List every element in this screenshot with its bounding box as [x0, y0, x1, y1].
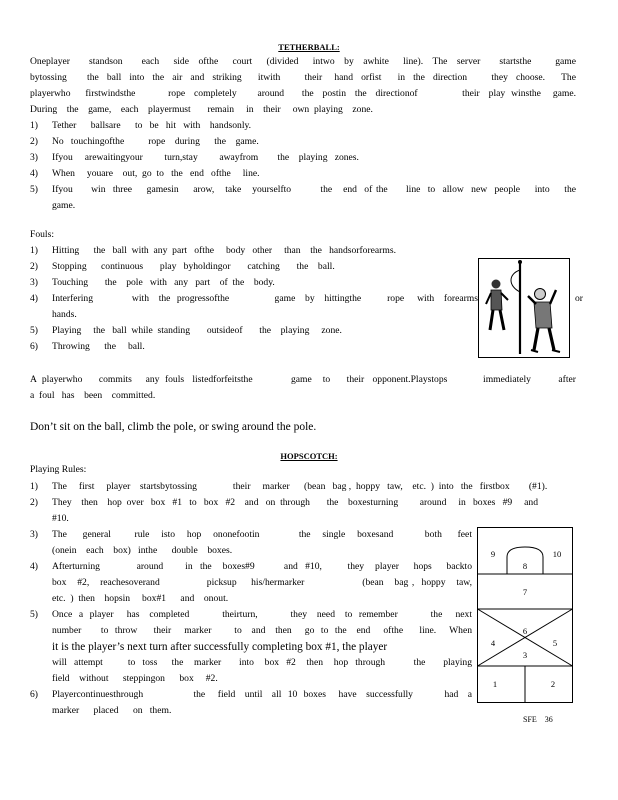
list-item — [30, 687, 472, 719]
tetherball-intro — [30, 54, 576, 118]
list-number: 2) — [30, 136, 38, 147]
list-number: 6) — [30, 689, 38, 700]
list-item-line: game. — [52, 200, 76, 211]
list-item — [30, 527, 472, 559]
list-number: 5) — [30, 609, 38, 620]
list-item — [30, 479, 576, 495]
list-item — [30, 275, 478, 291]
fouls-label: Fouls: — [30, 229, 54, 240]
list-item — [30, 323, 478, 339]
grid-box-1: 1 — [492, 679, 498, 689]
list-item-line: The general rule isto hop ononefootin the single boxesand both feet — [52, 529, 472, 540]
list-item-line: #10. — [52, 513, 69, 524]
list-item-line: Playercontinuesthrough the field until all 10 boxes have successfully had a — [52, 689, 472, 700]
playing-rules-label: Playing Rules: — [30, 464, 87, 475]
list-item-line: Once a player has completed theirturn, they need to remember the next — [52, 609, 472, 620]
list-number: 1) — [30, 481, 38, 492]
list-item-line: When youare out, go to the end ofthe line. — [52, 168, 260, 179]
list-item — [30, 118, 576, 134]
grid-box-4: 4 — [490, 638, 496, 648]
hopscotch-title: HOPSCOTCH: — [280, 451, 338, 461]
list-item-line: Stopping continuous play byholdingor catching the ball. — [52, 261, 335, 272]
list-number: 1) — [30, 120, 38, 131]
paragraph-line: bytossing the ball into the air and striking itwith their hand orfist in the direction they choose. The — [30, 72, 576, 83]
list-number: 2) — [30, 497, 38, 508]
list-number: 3) — [30, 152, 38, 163]
list-item-line: Touching the pole with any part of the body. — [52, 277, 275, 288]
list-item-line: field without steppingon box #2. — [52, 673, 218, 684]
list-item — [30, 291, 583, 323]
forfeit-paragraph — [30, 372, 576, 404]
list-item-line: The first player startsbytossing their marker (bean bag , hoppy taw, etc. ) into the firstbox (#1). — [52, 481, 548, 492]
grid-box-9: 9 — [490, 549, 496, 559]
list-item — [30, 150, 576, 166]
list-number: 5) — [30, 184, 38, 195]
list-item-line: etc. ) then hopsin box#1 and onout. — [52, 593, 229, 604]
list-number: 2) — [30, 261, 38, 272]
list-item — [30, 495, 539, 527]
list-number: 4) — [30, 561, 38, 572]
list-item-line: it is the player’s next turn after successfully completing box #1, the player — [52, 641, 388, 653]
list-item-line: marker placed on them. — [52, 705, 172, 716]
paragraph-line: During the game, each playermust remain in their own playing zone. — [30, 104, 373, 115]
list-item — [30, 259, 478, 275]
tetherball-title: TETHERBALL: — [278, 42, 340, 52]
paragraph-line: playerwho firstwindsthe rope completely around the postin the directionof their play winsthe game. — [30, 88, 576, 99]
list-number: 5) — [30, 325, 38, 336]
list-item-line: Throwing the ball. — [52, 341, 145, 352]
list-item-line: box #2, reachesoverand picksup his/hermarker (bean bag , hoppy taw, — [52, 577, 472, 588]
grid-box-6: 6 — [522, 626, 528, 636]
list-number: 6) — [30, 341, 38, 352]
list-item-line: Ifyou arewaitingyour turn,stay awayfrom the playing zones. — [52, 152, 359, 163]
list-item-line: hands. — [52, 309, 77, 320]
list-item-line: Interfering with the progressofthe game by hittingthe rope with forearms — [52, 293, 478, 304]
list-item-line: Ifyou win three gamesin arow, take yourselfto the end of the line to allow new people into the — [52, 184, 576, 195]
pole-warning: Don’t sit on the ball, climb the pole, or swing around the pole. — [30, 421, 317, 433]
list-item — [30, 182, 576, 214]
list-item-line: number to throw their marker to and then go to the end ofthe line. When — [52, 625, 472, 636]
hopscotch-grid — [477, 527, 573, 703]
list-item-trailing-text: or — [575, 293, 583, 304]
list-item — [30, 607, 472, 687]
page-footer: SFE 36 — [523, 715, 553, 724]
fouls-list — [30, 243, 583, 355]
list-item-line: (onein each box) inthe double boxes. — [52, 545, 233, 556]
grid-box-2: 2 — [550, 679, 556, 689]
list-item — [30, 559, 472, 607]
list-item-line: They then hop over box #1 to box #2 and on through the boxesturning around in boxes #9 and — [52, 497, 539, 508]
list-number: 1) — [30, 245, 38, 256]
list-item — [30, 134, 576, 150]
list-item — [30, 243, 478, 259]
grid-box-5: 5 — [552, 638, 558, 648]
list-item — [30, 339, 478, 355]
tetherball-rules-list — [30, 118, 576, 214]
list-number: 3) — [30, 277, 38, 288]
grid-box-8: 8 — [522, 561, 528, 571]
list-item-line: No touchingofthe rope during the game. — [52, 136, 259, 147]
grid-box-7: 7 — [522, 587, 528, 597]
list-number: 4) — [30, 293, 38, 304]
list-item-line: Tether ballsare to be hit with handsonly. — [52, 120, 252, 131]
list-item-line: Hitting the ball with any part ofthe body other than the handsorforearms. — [52, 245, 396, 256]
list-item-line: Afterturning around in the boxes#9 and #10, they player hops backto — [52, 561, 472, 572]
list-item — [30, 166, 576, 182]
paragraph-line: Oneplayer standson each side ofthe court (divided intwo by awhite line). The server startsthe game — [30, 56, 576, 67]
tetherball-illustration — [478, 258, 570, 358]
paragraph-line: a foul has been committed. — [30, 390, 156, 401]
list-number: 3) — [30, 529, 38, 540]
list-number: 4) — [30, 168, 38, 179]
list-item-line: will attempt to toss the marker into box #2 then hop through the playing — [52, 657, 472, 668]
list-item-line: Playing the ball while standing outsideof the playing zone. — [52, 325, 342, 336]
paragraph-line: A playerwho commits any fouls listedforfeitsthe game to their opponent.Playstops immediately after — [30, 374, 576, 385]
grid-box-3: 3 — [522, 650, 528, 660]
grid-box-10: 10 — [552, 549, 562, 559]
